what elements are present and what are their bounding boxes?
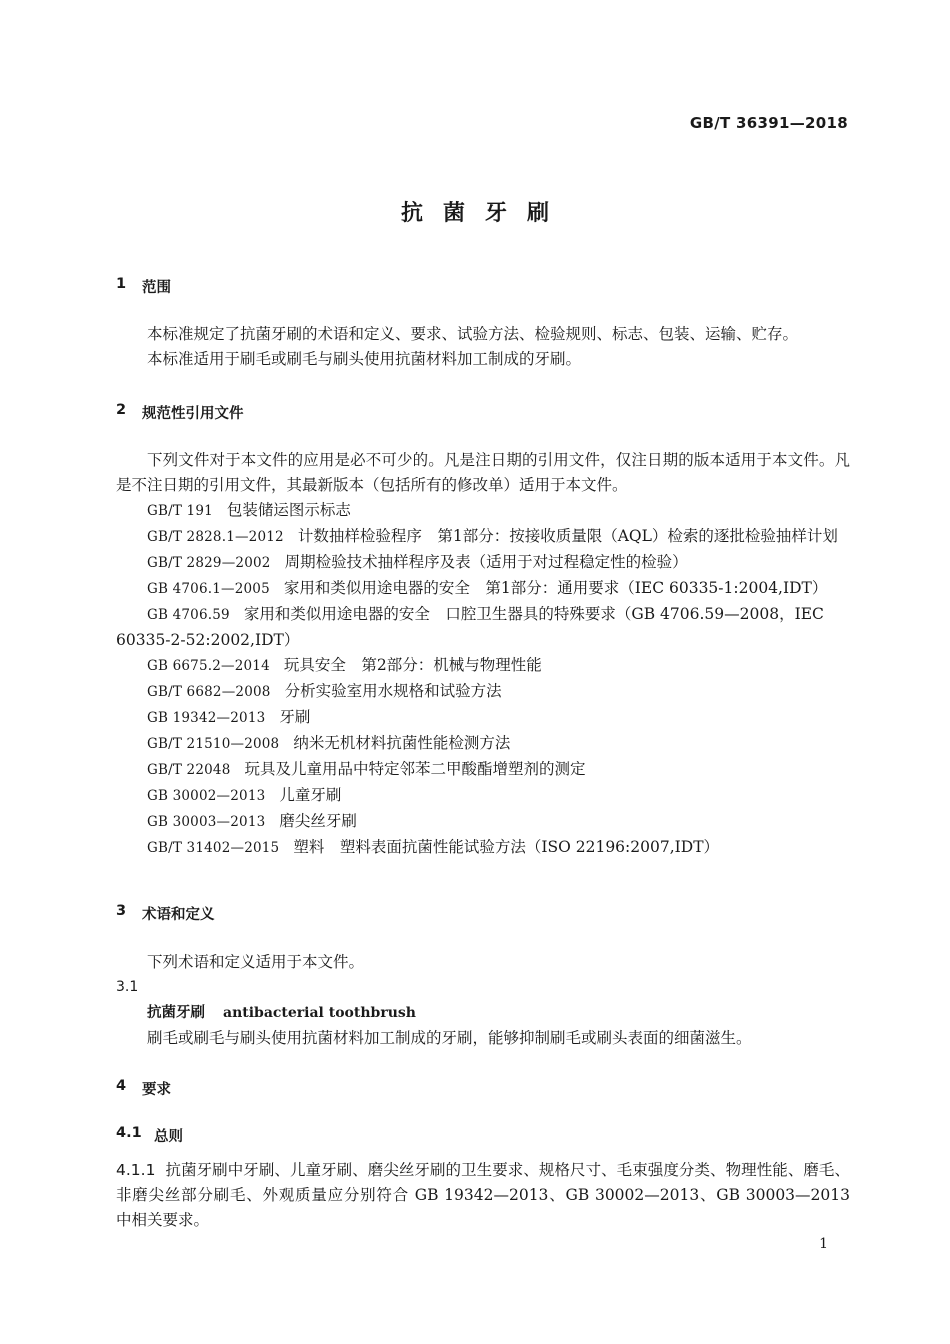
subsection-heading bbox=[116, 1125, 850, 1146]
paragraph: 本标准适用于刷毛或刷毛与刷头使用抗菌材料加工制成的牙刷。 bbox=[147, 350, 582, 368]
reference-title: 包装储运图示标志 bbox=[226, 501, 351, 519]
reference-title: 玩具及儿童用品中特定邻苯二甲酸酯增塑剂的测定 bbox=[244, 760, 586, 778]
reference-code: GB/T 22048 bbox=[147, 762, 231, 778]
clause-text: 抗菌牙刷中牙刷、儿童牙刷、磨尖丝牙刷的卫生要求、规格尺寸、毛束强度分类、物理性能、磨毛、非磨尖丝部分刷毛、外观质量应分别符合 GB 19342—2013、GB 30002—2013、GB 30003—2013 中相关要求。 bbox=[116, 1161, 850, 1229]
reference-code: GB 30003—2013 bbox=[147, 814, 266, 830]
page-number: 1 bbox=[819, 1236, 828, 1252]
reference-item bbox=[116, 524, 850, 550]
section-title: 规范性引用文件 bbox=[142, 406, 244, 422]
reference-item bbox=[116, 783, 850, 809]
standard-code: GB/T 36391—2018 bbox=[689, 114, 848, 132]
reference-title: 家用和类似用途电器的安全 口腔卫生器具的特殊要求（GB 4706.59—2008，IEC 60335-2-52:2002,IDT） bbox=[116, 605, 824, 649]
reference-item bbox=[116, 602, 850, 653]
reference-title: 家用和类似用途电器的安全 第1部分：通用要求（IEC 60335-1:2004,IDT） bbox=[283, 579, 828, 597]
reference-title: 分析实验室用水规格和试验方法 bbox=[284, 682, 502, 700]
section-3-body bbox=[116, 950, 850, 1051]
clause-paragraph bbox=[116, 1158, 850, 1233]
reference-title: 玩具安全 第2部分：机械与物理性能 bbox=[283, 656, 542, 674]
reference-item bbox=[116, 550, 850, 576]
reference-item bbox=[116, 731, 850, 757]
reference-code: GB 6675.2—2014 bbox=[147, 658, 270, 674]
reference-item bbox=[116, 705, 850, 731]
term-entry bbox=[116, 1000, 850, 1026]
section-number: 1 bbox=[116, 276, 127, 292]
clause-number: 4.1.1 bbox=[116, 1161, 156, 1179]
term-number: 3.1 bbox=[116, 979, 139, 995]
term-definition: 刷毛或刷毛与刷头使用抗菌材料加工制成的牙刷，能够抑制刷毛或刷头表面的细菌滋生。 bbox=[147, 1029, 752, 1047]
section-number: 4 bbox=[116, 1078, 127, 1094]
reference-code: GB 19342—2013 bbox=[147, 710, 266, 726]
term-english: antibacterial toothbrush bbox=[223, 1005, 416, 1021]
reference-item bbox=[116, 653, 850, 679]
term-chinese: 抗菌牙刷 bbox=[147, 1005, 205, 1021]
reference-code: GB 4706.1—2005 bbox=[147, 581, 270, 597]
subsection-4-1 bbox=[116, 1125, 850, 1146]
reference-item bbox=[116, 498, 850, 524]
reference-code: GB 4706.59 bbox=[147, 607, 230, 623]
reference-code: GB/T 2829—2002 bbox=[147, 555, 271, 571]
section-title: 范围 bbox=[142, 280, 171, 296]
section-title: 要求 bbox=[142, 1082, 171, 1098]
section-4 bbox=[116, 1078, 850, 1099]
reference-code: GB/T 191 bbox=[147, 503, 213, 519]
paragraph: 下列文件对于本文件的应用是必不可少的。凡是注日期的引用文件，仅注日期的版本适用于本文件。凡是不注日期的引用文件，其最新版本（包括所有的修改单）适用于本文件。 bbox=[116, 451, 850, 494]
section-2 bbox=[116, 402, 850, 423]
section-heading bbox=[116, 276, 850, 297]
section-heading bbox=[116, 402, 850, 423]
section-heading bbox=[116, 1078, 850, 1099]
reference-item bbox=[116, 809, 850, 835]
reference-code: GB/T 2828.1—2012 bbox=[147, 529, 284, 545]
section-3 bbox=[116, 903, 850, 924]
reference-title: 儿童牙刷 bbox=[279, 786, 342, 804]
section-number: 2 bbox=[116, 402, 127, 418]
document-title: 抗菌牙刷 bbox=[400, 201, 569, 226]
paragraph: 本标准规定了抗菌牙刷的术语和定义、要求、试验方法、检验规则、标志、包装、运输、贮存。 bbox=[147, 325, 799, 343]
section-number: 3 bbox=[116, 903, 127, 919]
subsection-title: 总则 bbox=[154, 1129, 183, 1145]
paragraph: 下列术语和定义适用于本文件。 bbox=[147, 953, 365, 971]
subsection-number: 4.1 bbox=[116, 1125, 142, 1141]
reference-code: GB 30002—2013 bbox=[147, 788, 266, 804]
reference-title: 塑料 塑料表面抗菌性能试验方法（ISO 22196:2007,IDT） bbox=[293, 838, 720, 856]
section-title: 术语和定义 bbox=[142, 907, 215, 923]
section-2-body bbox=[116, 448, 850, 861]
reference-code: GB/T 6682—2008 bbox=[147, 684, 271, 700]
reference-item bbox=[116, 679, 850, 705]
clause-4-1-1 bbox=[116, 1158, 850, 1233]
section-1 bbox=[116, 276, 850, 297]
reference-title: 纳米无机材料抗菌性能检测方法 bbox=[293, 734, 511, 752]
reference-title: 磨尖丝牙刷 bbox=[279, 812, 357, 830]
reference-title: 计数抽样检验程序 第1部分：按接收质量限（AQL）检索的逐批检验抽样计划 bbox=[297, 527, 838, 545]
reference-item bbox=[116, 835, 850, 861]
reference-title: 牙刷 bbox=[279, 708, 311, 726]
section-1-body bbox=[116, 322, 850, 372]
reference-code: GB/T 21510—2008 bbox=[147, 736, 280, 752]
reference-item bbox=[116, 757, 850, 783]
section-heading bbox=[116, 903, 850, 924]
reference-code: GB/T 31402—2015 bbox=[147, 840, 280, 856]
reference-title: 周期检验技术抽样程序及表（适用于对过程稳定性的检验） bbox=[284, 553, 688, 571]
reference-item bbox=[116, 576, 850, 602]
